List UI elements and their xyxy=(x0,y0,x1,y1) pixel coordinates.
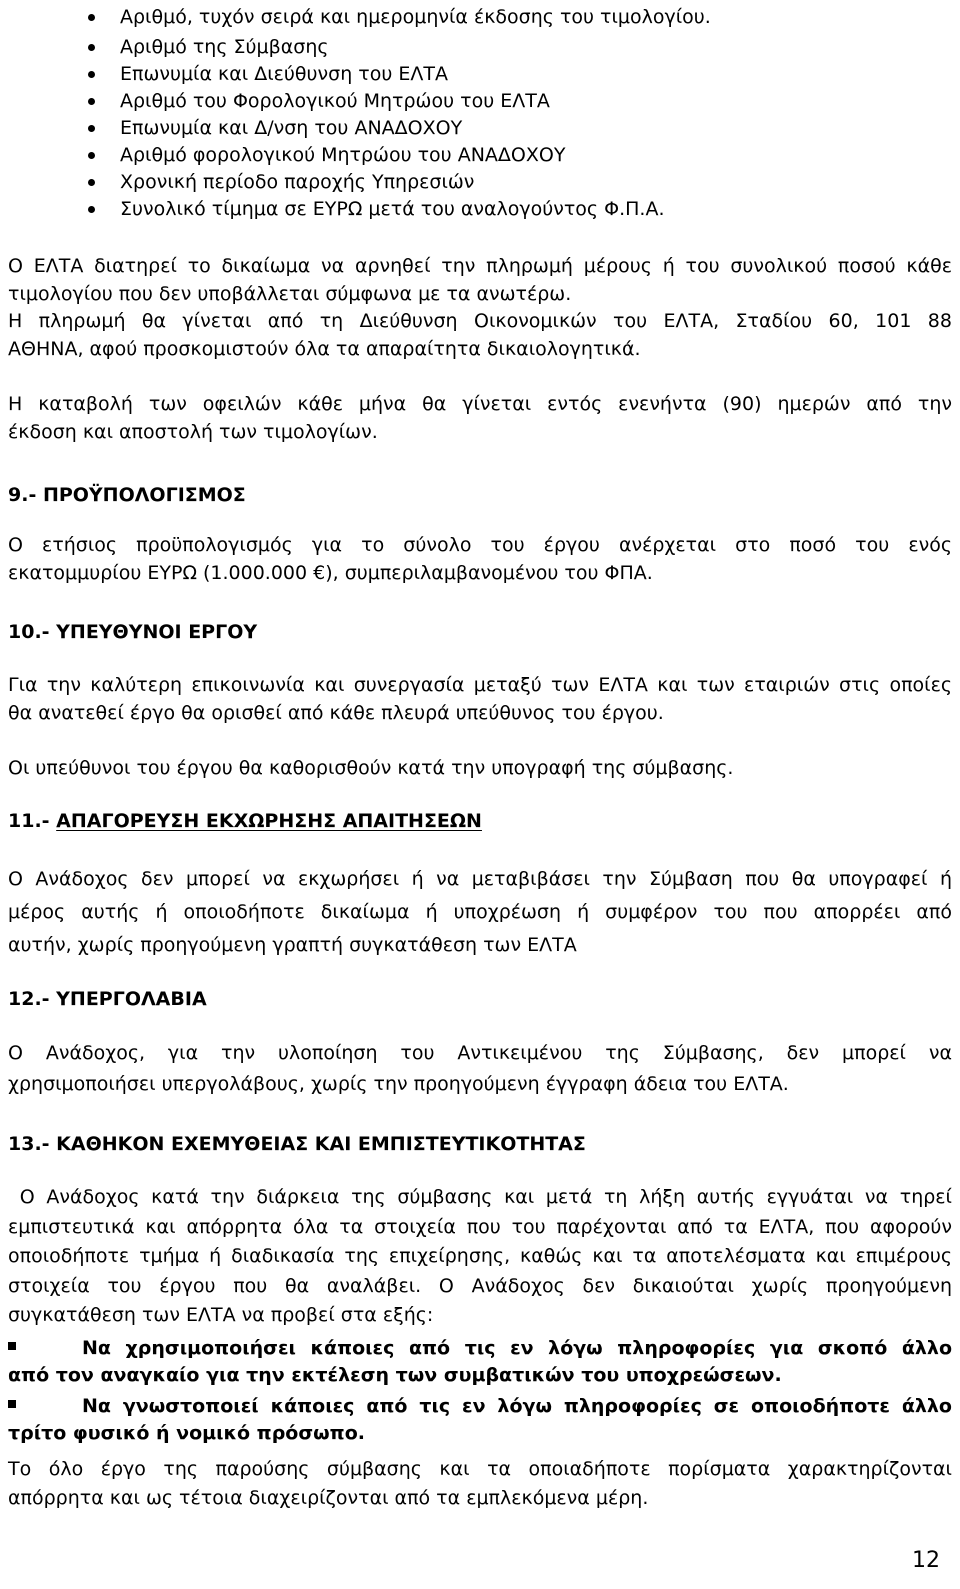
square-bullet-icon xyxy=(8,1342,16,1350)
bullet-icon xyxy=(88,14,95,21)
page-number: 12 xyxy=(912,1548,940,1573)
confidentiality-final-paragraph: Το όλο έργο της παρούσης σύμβασης και τα οποιαδήποτε πορίσματα χαρακτηρίζονται απόρρητα και ως τέτοια διαχειρίζονται από τα εμπλεκόμενα μέρη. xyxy=(8,1458,952,1509)
section-13-heading: 13.- ΚΑΘΗΚΟΝ ΕΧΕΜΥΘΕΙΑΣ ΚΑΙ ΕΜΠΙΣΤΕΥΤΙΚΟΤΗΤΑΣ xyxy=(8,1133,586,1155)
section-11-paragraph: Ο Ανάδοχος δεν μπορεί να εκχωρήσει ή να μεταβιβάσει την Σύμβαση που θα υπογραφεί ή μέρος αυτής ή οποιοδήποτε δικαίωμα ή υποχρέωση ή συμφέρον του που απορρέει από αυτήν, χωρίς προηγούμενη γραπτή συγκατάθεση των ΕΛΤΑ xyxy=(8,868,952,956)
payment-process-paragraph: Η πληρωμή θα γίνεται από τη Διεύθυνση Οικονομικών του ΕΛΤΑ, Σταδίου 60, 101 88 ΑΘΗΝΑ, αφού προσκομιστούν όλα τα απαραίτητα δικαιολογητικά. xyxy=(8,310,952,360)
section-12-paragraph: Ο Ανάδοχος, για την υλοποίηση του Αντικειμένου της Σύμβασης, δεν μπορεί να χρησιμοποιήσει υπεργολάβους, χωρίς την προηγούμενη έγγραφη άδεια του ΕΛΤΑ. xyxy=(8,1042,952,1095)
bullet-icon xyxy=(88,206,95,213)
section-10-paragraph: Για την καλύτερη επικοινωνία και συνεργασία μεταξύ των ΕΛΤΑ και των εταιριών στις οποίες θα ανατεθεί έργο θα ορισθεί από κάθε πλευρά υπεύθυνος του έργου. xyxy=(8,674,952,724)
confidentiality-item-2: Να γνωστοποιεί κάποιες από τις εν λόγω πληροφορίες σε οποιοδήποτε άλλο τρίτο φυσικό ή νομικό πρόσωπο. xyxy=(8,1395,952,1444)
bullet-icon xyxy=(88,71,95,78)
document-page: Αριθμό, τυχόν σειρά και ημερομηνία έκδοσης του τιμολογίου. Αριθμό της Σύμβασης Επωνυμία και Διεύθυνση του ΕΛΤΑ Αριθμό του Φορολογικού Μητρώου του ΕΛΤΑ Επωνυμία και Δ/νση του ΑΝΑΔΟΧΟΥ Αριθμό φορολογικού Μητρώου του ΑΝΑΔΟΧΟΥ Χρονική περίοδο παροχής Υπηρεσιών Συνολικό τίμημα σε ΕΥΡΩ μετά του αναλογούντος Φ.Π.Α. Ο ΕΛΤΑ διατηρεί το δικαίωμα να αρνηθεί την πληρωμή μέρους ή του συνολικού ποσού κάθε τιμολογίου που δεν υποβάλλεται σύμφωνα με τα ανωτέρω. Η πληρωμή θα γίνεται από τη Διεύθυνση Οικονομικών του ΕΛΤΑ, Σταδίου 60, 101 88 ΑΘΗΝΑ, αφού προσκομιστούν όλα τα απαραίτητα δικαιολογητικά. Η καταβολή των οφειλών κάθε μήνα θα γίνεται εντός ενενήντα (90) ημερών από την έκδοση και αποστολή των τιμολογίων. 9.- ΠΡΟΫΠΟΛΟΓΙΣΜΟΣ Ο ετήσιος προϋπολογισμός για το σύνολο του έργου ανέρχεται στο ποσό του ενός εκατομμυρίου ΕΥΡΩ (1.000.000 €), συμπεριλαμβανομένου του ΦΠΑ. 10.- ΥΠΕΥΘΥΝΟΙ ΕΡΓΟΥ Για την καλύτερη επικοινωνία και συνεργασία μεταξύ των ΕΛΤΑ και των εταιριών στις οποίες θα ανατεθεί έργο θα ορισθεί από κάθε πλευρά υπεύθυνος του έργου. Οι υπεύθυνοι του έργου θα καθορισθούν κατά την υπογραφή της σύμβασης. 11.- ΑΠΑΓΟΡΕΥΣΗ ΕΚΧΩΡΗΣΗΣ ΑΠΑΙΤΗΣΕΩΝ Ο Ανάδοχος δεν μπορεί να εκχωρήσει ή να μεταβιβάσει την Σύμβαση που θα υπογραφεί ή μέρος αυτής ή οποιοδήποτε δικαίωμα ή υποχρέωση ή συμφέρον του που απορρέει από αυτήν, χωρίς προηγούμενη γραπτή συγκατάθεση των ΕΛΤΑ 12.- ΥΠΕΡΓΟΛΑΒΙΑ Ο Ανάδοχος, για την υλοποίηση του Αντικειμένου της Σύμβασης, δεν μπορεί να χρησιμοποιήσει υπεργολάβους, χωρίς την προηγούμενη έγγραφη άδεια του ΕΛΤΑ. 13.- ΚΑΘΗΚΟΝ ΕΧΕΜΥΘΕΙΑΣ ΚΑΙ ΕΜΠΙΣΤΕΥΤΙΚΟΤΗΤΑΣ Ο Ανάδοχος κατά την διάρκεια της σύμβασης και μετά τη λήξη αυτής εγγυάται να τηρεί εμπιστευτικά και απόρρητα όλα τα στοιχεία που του παρέχονται από τα ΕΛΤΑ, που αφορούν οποιοδήποτε τμήμα ή διαδικασία της επιχείρησης, καθώς και τα αποτελέσματα και επιμέρους στοιχεία του έργου που θα αναλάβει. Ο Ανάδοχος δεν δικαιούται χωρίς προηγούμενη συγκατάθεση των ΕΛΤΑ να προβεί στα εξής: Να χρησιμοποιήσει κάποιες από τις εν λόγω πληροφορίες για σκοπό άλλο από τον αναγκαίο για την εκτέλεση των συμβατικών του υποχρεώσεων. Να γνωστοποιεί κάποιες από τις εν λόγω πληροφορίες σε οποιοδήποτε άλλο τρίτο φυσικό ή νομικό πρόσωπο. Το όλο έργο της παρούσης σύμβασης και τα οποιαδήποτε πορίσματα χαρακτηρίζονται απόρρητα και ως τέτοια διαχειρίζονται από τα εμπλεκόμενα μέρη. 12 xyxy=(8,6,952,1573)
bullet-icon xyxy=(88,179,95,186)
section-11-heading: 11.- ΑΠΑΓΟΡΕΥΣΗ ΕΚΧΩΡΗΣΗΣ ΑΠΑΙΤΗΣΕΩΝ xyxy=(8,810,482,832)
section-9-paragraph: Ο ετήσιος προϋπολογισμός για το σύνολο του έργου ανέρχεται στο ποσό του ενός εκατομμυρίου ΕΥΡΩ (1.000.000 €), συμπεριλαμβανομένου του ΦΠΑ. xyxy=(8,534,952,584)
section-10-heading: 10.- ΥΠΕΥΘΥΝΟΙ ΕΡΓΟΥ xyxy=(8,621,258,643)
payment-terms-paragraph: Η καταβολή των οφειλών κάθε μήνα θα γίνεται εντός ενενήντα (90) ημερών από την έκδοση και αποστολή των τιμολογίων. xyxy=(8,393,952,443)
bullet-icon xyxy=(88,98,95,105)
bullet-icon xyxy=(88,125,95,132)
section-10-responsibles-paragraph: Οι υπεύθυνοι του έργου θα καθορισθούν κατά την υπογραφή της σύμβασης. xyxy=(8,757,734,779)
bullet-icon xyxy=(88,44,95,51)
section-12-heading: 12.- ΥΠΕΡΓΟΛΑΒΙΑ xyxy=(8,988,207,1010)
square-bullet-icon xyxy=(8,1400,16,1408)
confidentiality-item-1: Να χρησιμοποιήσει κάποιες από τις εν λόγω πληροφορίες για σκοπό άλλο από τον αναγκαίο για την εκτέλεση των συμβατικών του υποχρεώσεων. xyxy=(8,1337,952,1386)
section-9-heading: 9.- ΠΡΟΫΠΟΛΟΓΙΣΜΟΣ xyxy=(8,484,246,506)
section-13-paragraph: Ο Ανάδοχος κατά την διάρκεια της σύμβασης και μετά τη λήξη αυτής εγγυάται να τηρεί εμπιστευτικά και απόρρητα όλα τα στοιχεία που του παρέχονται από τα ΕΛΤΑ, που αφορούν οποιοδήποτε τμήμα ή διαδικασία της επιχείρησης, καθώς και τα αποτελέσματα και επιμέρους στοιχεία του έργου που θα αναλάβει. Ο Ανάδοχος δεν δικαιούται χωρίς προηγούμενη συγκατάθεση των ΕΛΤΑ να προβεί στα εξής: xyxy=(8,1186,952,1326)
bullet-icon xyxy=(88,152,95,159)
payment-rejection-paragraph: Ο ΕΛΤΑ διατηρεί το δικαίωμα να αρνηθεί την πληρωμή μέρους ή του συνολικού ποσού κάθε τιμολογίου που δεν υποβάλλεται σύμφωνα με τα ανωτέρω. xyxy=(8,255,952,305)
